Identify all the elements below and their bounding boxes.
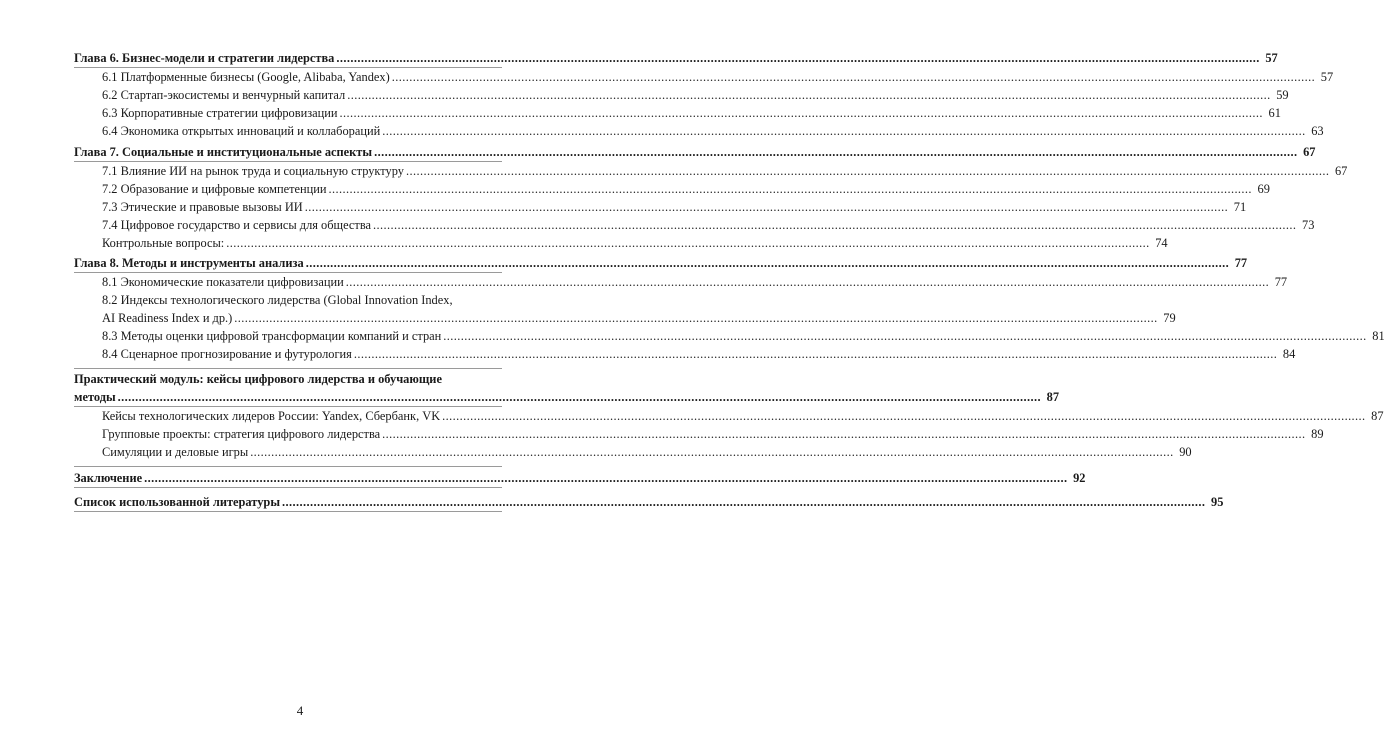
dot-leader — [392, 68, 1315, 86]
toc-entry-page: 89 — [1311, 427, 1324, 441]
toc-entry-title: 7.3 Этические и правовые вызовы ИИ — [102, 199, 303, 214]
toc-entry-title: Кейсы технологических лидеров России: Yandex, Сбербанк, VK — [102, 409, 441, 423]
toc-entry-title-line2: AI Readiness Index и др.) — [102, 311, 233, 325]
toc-entry-page: 63 — [1311, 124, 1324, 138]
toc-section-8-1[interactable] — [74, 273, 1288, 291]
toc-conclusion[interactable] — [74, 466, 1086, 488]
dot-leader — [336, 49, 1259, 67]
toc-entry-title: Глава 7. Социальные и институциональные аспекты — [74, 144, 373, 159]
dot-leader — [347, 86, 1270, 104]
toc-practical-simulations[interactable] — [74, 443, 1192, 461]
dot-leader — [144, 469, 1067, 487]
dot-leader — [442, 407, 1365, 425]
toc-entry-page: 74 — [1155, 235, 1168, 250]
dot-leader — [329, 180, 1252, 198]
dot-leader — [226, 234, 1149, 252]
toc-section-7-2[interactable] — [74, 180, 1270, 198]
toc-section-7-1[interactable] — [74, 162, 1348, 180]
toc-entry-title: 7.2 Образование и цифровые компетенции — [102, 181, 327, 196]
toc-practical-module[interactable] — [74, 368, 1060, 407]
dot-leader — [374, 143, 1297, 161]
toc-entry-page: 77 — [1274, 275, 1288, 289]
toc-section-6-1[interactable] — [74, 68, 1334, 86]
toc-chapter-6[interactable] — [74, 49, 1278, 68]
toc-entry-title: 6.4 Экономика открытых инноваций и коллабораций — [102, 124, 381, 138]
table-of-contents — [74, 49, 1385, 512]
toc-entry-page: 84 — [1282, 347, 1296, 361]
toc-section-7-4[interactable] — [74, 216, 1315, 234]
toc-entry-title: Глава 8. Методы и инструменты анализа — [74, 256, 304, 270]
page-number: 4 — [296, 703, 304, 718]
toc-entry-title: Глава 6. Бизнес-модели и стратегии лидерства — [74, 51, 335, 65]
dot-leader — [282, 493, 1205, 511]
toc-practical-cases[interactable] — [74, 407, 1384, 425]
dot-leader — [443, 327, 1366, 345]
toc-entry-page: 90 — [1179, 445, 1192, 459]
toc-section-7-questions[interactable] — [74, 234, 1168, 252]
toc-section-6-2[interactable] — [74, 86, 1289, 104]
toc-entry-title-line1: 8.2 Индексы технологического лидерства (Global Innovation Index, — [102, 293, 453, 307]
toc-entry-page: 81 — [1372, 329, 1385, 343]
toc-entry-page: 79 — [1163, 311, 1176, 325]
toc-entry-page: 67 — [1334, 163, 1348, 178]
toc-entry-title: Групповые проекты: стратегия цифрового лидерства — [102, 427, 381, 441]
toc-entry-page: 87 — [1371, 409, 1384, 423]
toc-entry-page: 87 — [1046, 390, 1060, 404]
toc-entry-title: 6.2 Стартап-экосистемы и венчурный капитал — [102, 88, 346, 102]
dot-leader — [354, 345, 1277, 363]
dot-leader — [382, 425, 1305, 443]
toc-entry-title: 7.1 Влияние ИИ на рынок труда и социальную структуру — [102, 163, 404, 178]
toc-entry-title: 6.1 Платформенные бизнесы (Google, Alibaba, Yandex) — [102, 70, 390, 84]
toc-entry-title: 6.3 Корпоративные стратегии цифровизации — [102, 106, 338, 120]
toc-entry-page: 57 — [1320, 70, 1334, 84]
toc-section-8-3[interactable] — [74, 327, 1385, 345]
toc-practical-projects[interactable] — [74, 425, 1324, 443]
dot-leader — [305, 198, 1228, 216]
toc-entry-title: 8.1 Экономические показатели цифровизации — [102, 275, 344, 289]
toc-entry-page: 73 — [1302, 217, 1315, 232]
toc-section-7-3[interactable] — [74, 198, 1247, 216]
dot-leader — [382, 122, 1305, 140]
dot-leader — [250, 443, 1173, 461]
toc-entry-page: 71 — [1233, 199, 1247, 214]
dot-leader — [346, 273, 1269, 291]
toc-entry-page: 69 — [1257, 181, 1270, 196]
toc-entry-page: 77 — [1234, 256, 1248, 270]
toc-entry-title-line2: методы — [74, 390, 116, 404]
dot-leader — [340, 104, 1263, 122]
toc-section-8-4[interactable] — [74, 345, 1296, 363]
toc-section-8-2[interactable] — [74, 291, 1176, 327]
toc-section-6-3[interactable] — [74, 104, 1281, 122]
toc-references[interactable] — [74, 493, 1224, 512]
toc-entry-title: 7.4 Цифровое государство и сервисы для общества — [102, 217, 372, 232]
toc-entry-title: Заключение — [74, 471, 143, 485]
toc-entry-page: 61 — [1268, 106, 1281, 120]
toc-section-6-4[interactable] — [74, 122, 1324, 140]
toc-chapter-8[interactable] — [74, 254, 1248, 273]
toc-entry-page: 95 — [1211, 495, 1224, 509]
toc-entry-page: 67 — [1303, 144, 1316, 159]
toc-entry-title: Список использованной литературы — [74, 495, 280, 509]
toc-entry-title: 8.3 Методы оценки цифровой трансформации компаний и стран — [102, 329, 442, 343]
toc-chapter-7[interactable] — [74, 143, 1316, 162]
toc-entry-title: Симуляции и деловые игры — [102, 445, 249, 459]
dot-leader — [234, 309, 1157, 327]
dot-leader — [406, 162, 1329, 180]
toc-entry-page: 59 — [1276, 88, 1289, 102]
toc-entry-title-line1: Практический модуль: кейсы цифрового лидерства и обучающие — [74, 372, 442, 386]
toc-entry-page: 92 — [1073, 471, 1086, 485]
dot-leader — [373, 216, 1296, 234]
toc-entry-title: 8.4 Сценарное прогнозирование и футурология — [102, 347, 352, 361]
dot-leader — [306, 254, 1229, 272]
toc-entry-title: Контрольные вопросы: — [102, 235, 225, 250]
toc-entry-page: 57 — [1265, 51, 1278, 65]
dot-leader — [118, 388, 1041, 406]
